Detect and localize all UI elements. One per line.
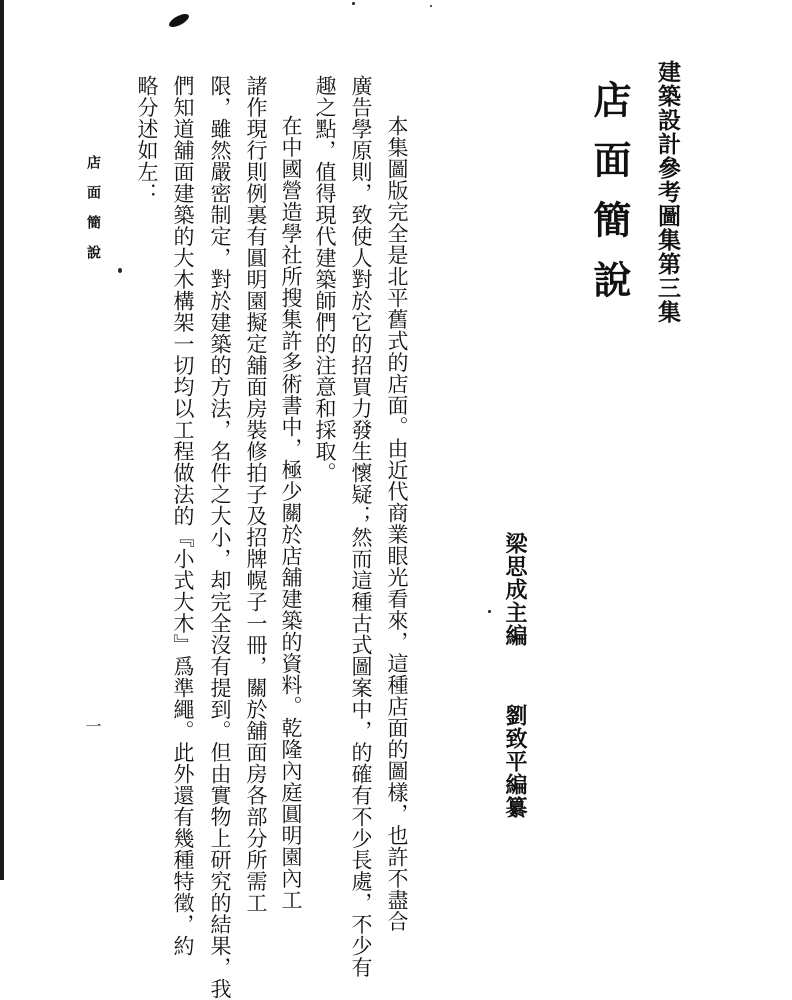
running-header: 店面簡說 [85,155,101,275]
series-title: 建築設計參考圖集第三集 [654,60,681,324]
ink-speck [488,610,491,613]
body-column: 諸作現行則例裏有圓明園擬定舖面房裝修拍子及招牌幌子一冊，關於舖面房各部分所需工 [244,75,268,914]
body-column: 趣之點，值得現代建築師們的注意和採取。 [313,75,337,484]
editor: 劉致平編纂 [502,704,528,819]
ink-speck [118,268,122,273]
body-column: 限，雖然嚴密制定，對於建築的方法，名件之大小，却完全沒有提到。但由實物上研究的結果，我 [208,75,232,1000]
body-column: 們知道舖面建築的大木構架一切均以工程做法的『小式大木』爲準繩。此外還有幾種特徵，約 [171,75,195,957]
body-column: 本集圖版完全是北平舊式的店面。由近代商業眼光看來，這種店面的圖樣，也許不盡合 [385,115,409,932]
ink-speck [430,5,432,7]
chief-editor: 梁思成主編 [502,532,528,647]
body-column: 在中國營造學社所搜集許多術書中，極少關於店舖建築的資料。乾隆內庭圓明園內工 [279,115,303,911]
body-column: 略分述如左： [135,75,159,204]
page-title: 店面簡說 [587,80,632,320]
body-column: 廣告學原則，致使人對於它的招買力發生懷疑；然而這種古式圖案中，的確有不少長處，不少有 [349,75,373,978]
ink-blot [167,11,191,29]
page-edge-rule [0,0,4,880]
page-number: 一 [83,718,102,734]
ink-speck [352,2,355,5]
